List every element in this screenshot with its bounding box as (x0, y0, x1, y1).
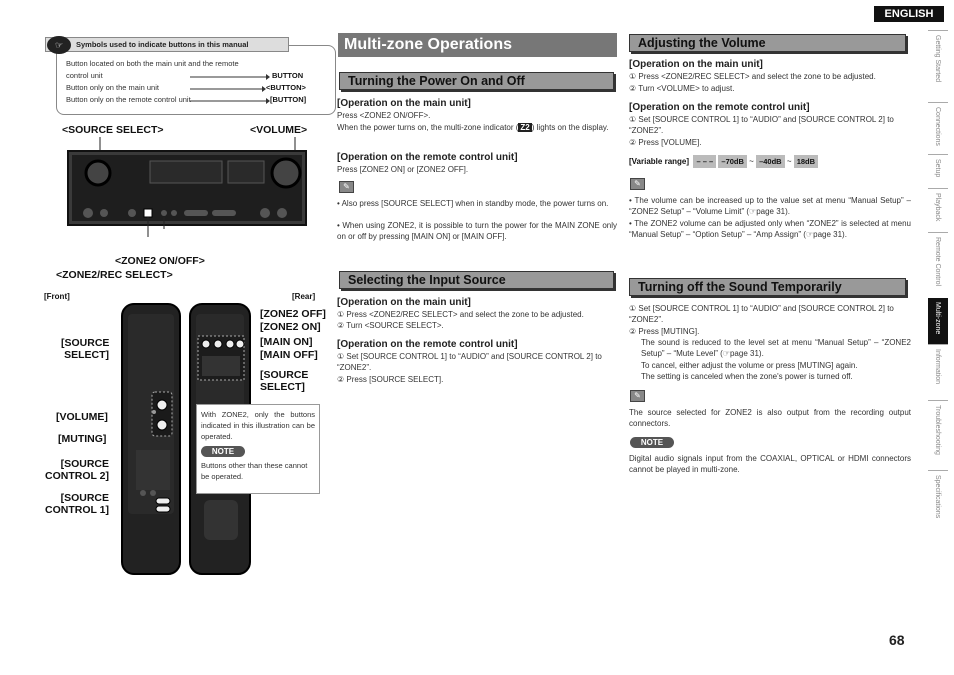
label-main-on: [MAIN ON] (260, 336, 313, 348)
power-main-line1: Press <ZONE2 ON/OFF>. (337, 111, 431, 120)
label-volume-knob: <VOLUME> (250, 124, 308, 136)
variable-range: [Variable range] – – – –70dB ~ –40dB ~ 18dB (629, 155, 818, 168)
side-tab-getting-started[interactable]: Getting Started (928, 30, 948, 102)
input-main-line1: ① Press <ZONE2/REC SELECT> and select the zone to be adjusted. (337, 310, 584, 319)
memo-pencil-icon: ✎ (630, 390, 645, 402)
side-tab-list (928, 30, 948, 530)
volume-op-remote: [Operation on the remote control unit] (629, 102, 810, 113)
volume-memo-1: • The volume can be increased up to the value set at menu “Manual Setup” – “ZONE2 Setup” – “Volume Limit” (☞page 31). (629, 196, 911, 216)
volume-memo-2: • The ZONE2 volume can be adjusted only when “ZONE2” is selected at menu “Manual Setup” – “Option Setup” – “Amp Assign” (☞page 31). (629, 219, 911, 239)
volume-main-line1: ① Press <ZONE2/REC SELECT> and select the zone to be adjusted. (629, 72, 876, 81)
label-rear-source-select: [SOURCE SELECT] (260, 369, 309, 393)
mute-line2: ② Press [MUTING]. (629, 327, 700, 336)
legend-row3-symbol: [BUTTON] (270, 95, 307, 104)
remote-note-badge: NOTE (201, 446, 245, 457)
side-tab-playback[interactable]: Playback (928, 188, 948, 232)
language-badge: ENGLISH (874, 6, 944, 22)
legend-row2-text: Button only on the main unit (66, 83, 159, 92)
section-power-title: Turning the Power On and Off (339, 72, 614, 90)
label-zone2-on: [ZONE2 ON] (260, 321, 321, 333)
input-main-line2: ② Turn <SOURCE SELECT>. (337, 321, 444, 330)
mute-line4: To cancel, either adjust the volume or press [MUTING] again. (641, 361, 858, 370)
legend-title: Symbols used to indicate buttons in this manual (45, 37, 289, 52)
input-op-main: [Operation on the main unit] (337, 297, 471, 308)
hand-pointer-icon: ☞ (47, 36, 71, 54)
power-memo-1: • Also press [SOURCE SELECT] when in standby mode, the power turns on. (337, 199, 609, 208)
remote-note-text: With ZONE2, only the buttons indicated in this illustration can be operated. (201, 410, 315, 441)
volume-remote-line2: ② Press [VOLUME]. (629, 138, 702, 147)
power-main-line2: When the power turns on, the multi-zone indicator ( Z2 ) lights on the display. (337, 123, 609, 132)
label-remote-source-select: [SOURCE SELECT] (61, 337, 110, 361)
legend-row2-symbol: <BUTTON> (266, 83, 306, 92)
memo-pencil-icon: ✎ (339, 181, 354, 193)
side-tab-troubleshooting[interactable]: Troubleshooting (928, 400, 948, 470)
mute-line1: ① Set [SOURCE CONTROL 1] to “AUDIO” and [SOURCE CONTROL 2] to “ZONE2”. (629, 304, 894, 324)
section-mute-title: Turning off the Sound Temporarily (629, 278, 906, 296)
legend-arrows (190, 74, 270, 104)
label-zone2-onoff: <ZONE2 ON/OFF> (115, 255, 205, 267)
label-main-off: [MAIN OFF] (260, 349, 318, 361)
mute-note-badge: NOTE (630, 437, 674, 448)
side-tab-connections[interactable]: Connections (928, 102, 948, 154)
legend-row1-text: Button located on both the main unit and the remote control unit (66, 59, 239, 80)
main-unit-illustration (60, 137, 310, 237)
side-tab-information[interactable]: Information (928, 344, 948, 400)
input-remote-line1: ① Set [SOURCE CONTROL 1] to “AUDIO” and [SOURCE CONTROL 2] to “ZONE2”. (337, 352, 602, 372)
page-number: 68 (889, 632, 905, 648)
mute-note-text: Digital audio signals input from the COAXIAL, OPTICAL or HDMI connectors cannot be played in multi-zone. (629, 454, 911, 474)
label-front: [Front] (44, 292, 70, 301)
power-op-remote: [Operation on the remote control unit] (337, 152, 518, 163)
label-remote-muting: [MUTING] (58, 433, 107, 445)
label-source-select-knob: <SOURCE SELECT> (62, 124, 164, 136)
label-remote-volume: [VOLUME] (56, 411, 108, 423)
volume-op-main: [Operation on the main unit] (629, 59, 763, 70)
legend-row3-text: Button only on the remote control unit (66, 95, 191, 104)
input-op-remote: [Operation on the remote control unit] (337, 339, 518, 350)
section-input-title: Selecting the Input Source (339, 271, 614, 289)
mute-line3: The sound is reduced to the level set at menu “Manual Setup” – “ZONE2 Setup” – “Mute Level” (☞page 31). (641, 338, 911, 358)
power-memo-2: • When using ZONE2, it is possible to turn the power for the MAIN ZONE only on or off by pressing [MAIN ON] or [MAIN OFF]. (337, 221, 617, 241)
power-remote-line1: Press [ZONE2 ON] or [ZONE2 OFF]. (337, 165, 469, 174)
volume-remote-line1: ① Set [SOURCE CONTROL 1] to “AUDIO” and [SOURCE CONTROL 2] to “ZONE2”. (629, 115, 894, 135)
z2-indicator: Z2 (520, 123, 530, 132)
side-tab-remote-control[interactable]: Remote Control (928, 232, 948, 298)
side-tab-specifications[interactable]: Specifications (928, 470, 948, 534)
legend-row1-symbol: BUTTON (272, 71, 304, 80)
label-source-control-2: [SOURCE CONTROL 2] (45, 458, 109, 482)
side-tab-multi-zone[interactable]: Multi-zone (928, 298, 948, 344)
label-rear: [Rear] (292, 292, 316, 301)
remote-note-box (196, 404, 320, 494)
volume-main-line2: ② Turn <VOLUME> to adjust. (629, 84, 735, 93)
input-remote-line2: ② Press [SOURCE SELECT]. (337, 375, 444, 384)
label-source-control-1: [SOURCE CONTROL 1] (45, 492, 109, 516)
side-tab-setup[interactable]: Setup (928, 154, 948, 188)
label-zone2-rec-select: <ZONE2/REC SELECT> (56, 269, 173, 281)
memo-pencil-icon: ✎ (630, 178, 645, 190)
power-op-main: [Operation on the main unit] (337, 98, 471, 109)
label-zone2-off: [ZONE2 OFF] (260, 308, 326, 320)
mute-memo: The source selected for ZONE2 is also output from the recording output connectors. (629, 408, 911, 428)
remote-note-warning: Buttons other than these cannot be operated. (201, 461, 308, 481)
section-volume-title: Adjusting the Volume (629, 34, 906, 52)
mute-line5: The setting is canceled when the zone's power is turned off. (641, 372, 853, 381)
page-title: Multi-zone Operations (338, 33, 617, 57)
